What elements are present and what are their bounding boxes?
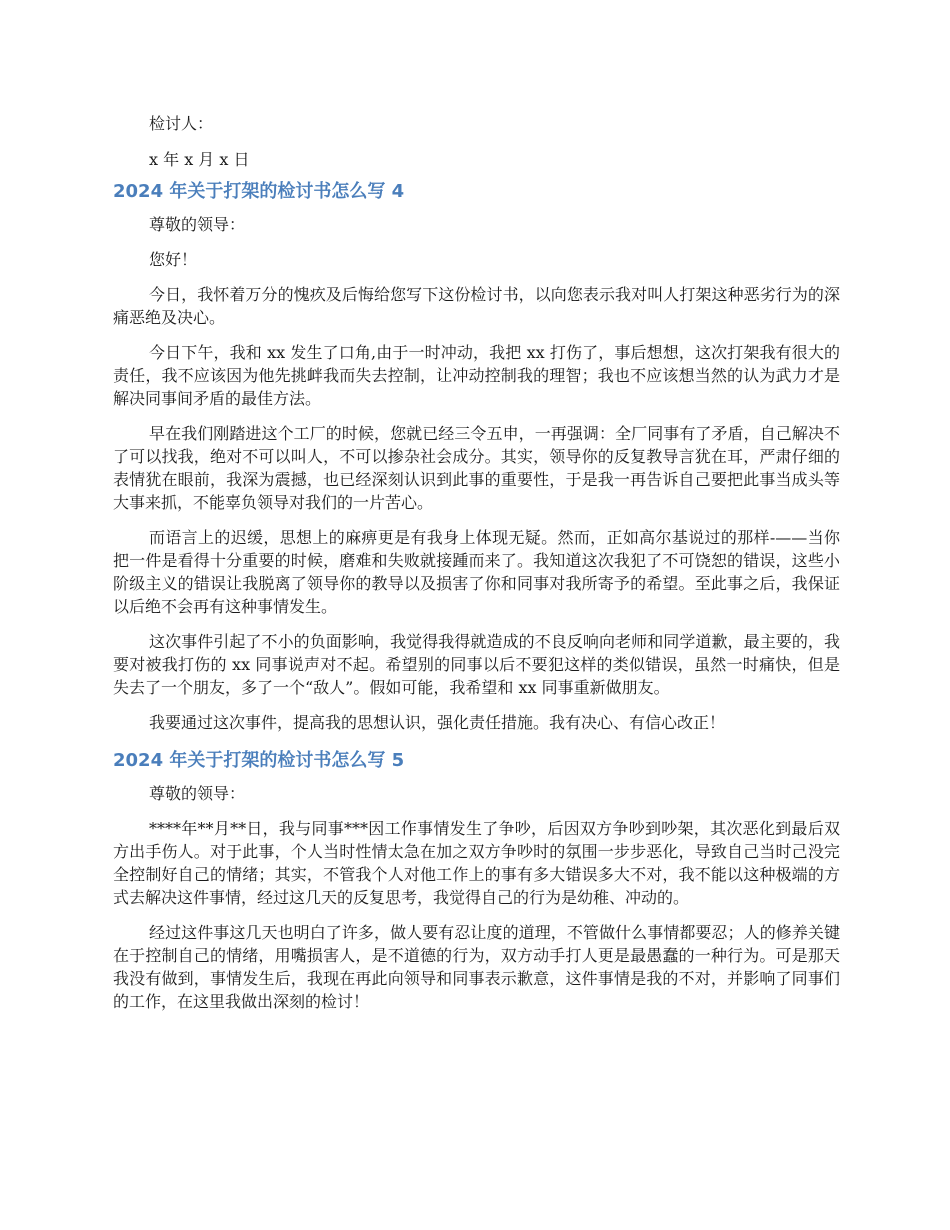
section-4-salutation: 尊敬的领导：: [149, 215, 246, 234]
section-5-salutation: 尊敬的领导：: [149, 784, 246, 803]
section-5-heading: 2024 年关于打架的检讨书怎么写 5: [113, 750, 405, 771]
signer-label: 检讨人：: [149, 114, 214, 133]
section-4-closing: 我要通过这次事件，提高我的思想认识，强化责任措施。我有决心、有信心改正！: [149, 713, 726, 732]
date-line: x 年 x 月 x 日: [149, 150, 250, 169]
section-4-paragraph: 而语言上的迟缓，思想上的麻痹更是有我身上体现无疑。然而，正如高尔基说过的那样-——当你把一件是看得十分重要的时候，磨难和失败就接踵而来了。我知道这次我犯了不可饶恕的错误，这些小阶级主义的错误让我脱离了领导你的教导以及损害了你和同事对我所寄予的希望。至此事之后，我保证以后绝不会再有这种事情发生。: [113, 528, 840, 616]
section-4-greeting: 您好！: [149, 250, 198, 269]
section-4-paragraph: 今日，我怀着万分的愧疚及后悔给您写下这份检讨书，以向您表示我对叫人打架这种恶劣行为的深痛恶绝及决心。: [113, 285, 840, 327]
document-page: [113, 112, 840, 1025]
section-4-paragraph: 今日下午，我和 xx 发生了口角,由于一时冲动，我把 xx 打伤了，事后想想，这次打架我有很大的责任，我不应该因为他先挑衅我而失去控制，让冲动控制我的理智；我也不应该想当然的认为武力才是解决同事间矛盾的最佳方法。: [113, 343, 840, 408]
section-4-paragraph: 早在我们刚踏进这个工厂的时候，您就已经三令五申，一再强调：全厂同事有了矛盾，自己解决不了可以找我，绝对不可以叫人，不可以掺杂社会成分。其实，领导你的反复教导言犹在耳，严肃仔细的表情犹在眼前，我深为震撼，也已经深刻认识到此事的重要性，于是我一再告诉自己要把此事当成头等大事来抓，不能辜负领导对我们的一片苦心。: [113, 424, 840, 512]
section-4-heading: 2024 年关于打架的检讨书怎么写 4: [113, 181, 405, 202]
section-5-paragraph: ****年**月**日，我与同事***因工作事情发生了争吵，后因双方争吵到吵架，其次恶化到最后双方出手伤人。对于此事，个人当时性情太急在加之双方争吵时的氛围一步步恶化，导致自己当时己没完全控制好自己的情绪；其实，不管我个人对他工作上的事有多大错误多大不对，我不能以这种极端的方式去解决这件事情，经过这几天的反复思考，我觉得自己的行为是幼稚、冲动的。: [113, 819, 840, 907]
section-5-paragraph: 经过这件事这几天也明白了许多，做人要有忍让度的道理，不管做什么事情都要忍；人的修养关键在于控制自己的情绪，用嘴损害人，是不道德的行为，双方动手打人更是最愚蠢的一种行为。可是那天我没有做到，事情发生后，我现在再此向领导和同事表示歉意，这件事情是我的不对，并影响了同事们的工作，在这里我做出深刻的检讨！: [113, 923, 840, 1011]
section-4-paragraph: 这次事件引起了不小的负面影响，我觉得我得就造成的不良反响向老师和同学道歉，最主要的，我要对被我打伤的 xx 同事说声对不起。希望别的同事以后不要犯这样的类似错误，虽然一时痛快，但是失去了一个朋友，多了一个“敌人”。假如可能，我希望和 xx 同事重新做朋友。: [113, 632, 840, 697]
